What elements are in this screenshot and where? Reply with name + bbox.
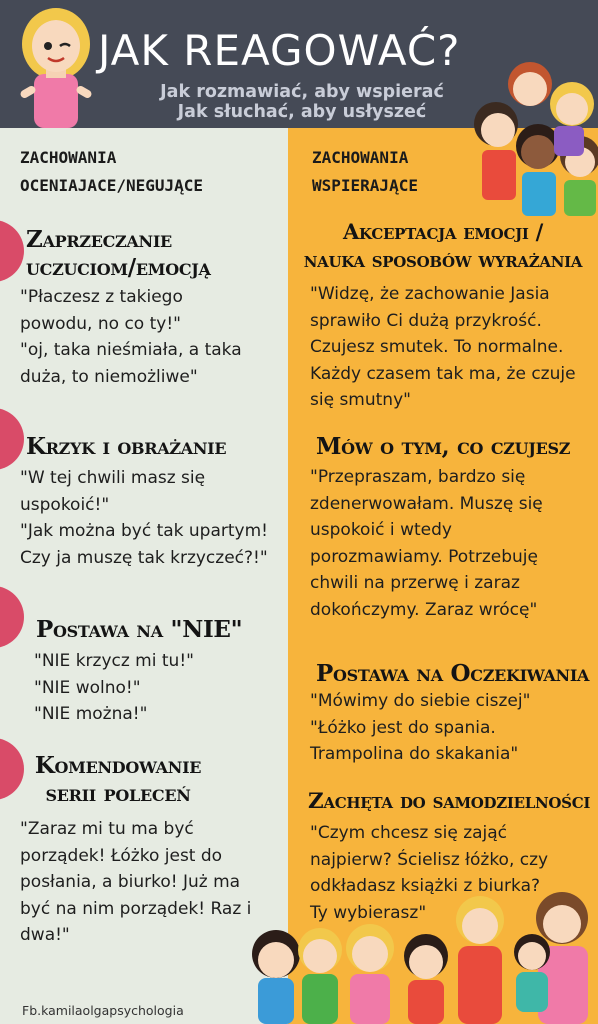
text-line: zdenerwowałam. Muszę się: [310, 493, 543, 514]
section-title-line: Krzyk i obrażanie: [26, 433, 227, 460]
text-line: "NIE wolno!": [34, 677, 141, 698]
page-title: JAK REAGOWAĆ?: [98, 26, 461, 75]
left-section-2-text: [20, 465, 268, 571]
text-line: "Płaczesz z takiego: [20, 287, 183, 307]
text-line: Trampolina do skakania": [310, 744, 519, 764]
text-line: Ty wybierasz": [310, 902, 427, 923]
text-line: Czy ja muszę tak krzyczeć?!": [20, 547, 268, 568]
left-section-3-text: [34, 648, 194, 728]
left-heading-line-1: ZACHOWANIA: [20, 148, 117, 167]
text-line: się smutny": [310, 390, 411, 410]
section-title-line: Zaprzeczanie: [26, 226, 172, 253]
section-title-line: serii poleceń: [45, 780, 191, 807]
right-section-1-text: [310, 281, 576, 414]
left-section-1-title: [26, 226, 211, 282]
section-title-line: nauka sposobów wyrażania: [303, 247, 583, 272]
text-line: uspokoić i wtedy: [310, 520, 452, 540]
text-line: "oj, taka nieśmiała, a taka: [20, 340, 242, 360]
left-section-4-text: [20, 816, 251, 949]
text-line: "Łóżko jest do spania.: [310, 717, 496, 738]
text-line: być na nim porządek! Raz i: [20, 898, 252, 919]
section-title-line: Komendowanie: [34, 752, 202, 779]
left-column-heading: [20, 144, 203, 200]
text-line: sprawiło Ci dużą przykrość.: [310, 310, 542, 331]
subtitle-listen: Jak słuchać, aby usłyszeć: [177, 102, 427, 122]
text-line: "W tej chwili masz się: [20, 468, 206, 488]
left-section-1-text: [20, 284, 242, 390]
text-line: "Widzę, że zachowanie Jasia: [310, 284, 550, 304]
subtitle-speak: Jak rozmawiać, aby wspierać: [160, 82, 444, 102]
right-section-3-text: [310, 688, 530, 768]
section-title-line: Zachęta do samodzielności: [308, 789, 591, 814]
right-heading-line-1: ZACHOWANIA: [312, 148, 409, 167]
section-title-line: Mów o tym, co czujesz: [316, 433, 571, 460]
right-section-3-title: [316, 660, 589, 688]
text-line: uspokoić!": [20, 494, 110, 515]
children-group-illustration: [468, 56, 598, 216]
text-line: "Jak można być tak upartym!: [20, 521, 268, 541]
section-title-line: uczuciom/emocją: [26, 254, 211, 281]
text-line: powodu, no co ty!": [20, 313, 181, 334]
left-section-4-title: [34, 752, 202, 808]
section-title-line: Postawa na Oczekiwania: [316, 660, 590, 687]
text-line: "NIE można!": [34, 704, 148, 724]
left-heading-line-2: OCENIAJACE/NEGUJĄCE: [20, 176, 204, 195]
text-line: porządek! Łóżko jest do: [20, 845, 223, 866]
text-line: "Przepraszam, bardzo się: [310, 467, 526, 487]
left-section-3-title: [36, 616, 242, 644]
right-heading-line-2: WSPIERAJĄCE: [312, 176, 418, 195]
text-line: dokończymy. Zaraz wrócę": [310, 599, 538, 620]
text-line: porozmawiamy. Potrzebuję: [310, 546, 538, 567]
left-section-2-title: [26, 433, 226, 461]
footer-credit: Fb.kamilaolgapsychologia: [22, 1003, 184, 1018]
text-line: duża, to niemożliwe": [20, 366, 198, 387]
text-line: najpierw? Ścielisz łóżko, czy: [310, 849, 549, 870]
text-line: chwili na przerwę i zaraz: [310, 573, 520, 593]
section-title-line: Postawa na "NIE": [36, 616, 243, 643]
text-line: "Czym chcesz się zająć: [310, 823, 508, 843]
text-line: dwa!": [20, 925, 70, 945]
text-line: Czujesz smutek. To normalne.: [310, 337, 564, 357]
right-section-4-title: [308, 788, 590, 816]
text-line: "Zaraz mi tu ma być: [20, 819, 194, 839]
text-line: odkładasz książki z biurka?: [310, 876, 541, 896]
right-section-1-title: [290, 218, 596, 274]
text-line: "NIE krzycz mi tu!": [34, 651, 194, 671]
girl-winking-illustration: [12, 4, 100, 128]
right-section-2-title: [316, 433, 570, 461]
text-line: posłania, a biurko! Już ma: [20, 872, 241, 892]
right-section-2-text: [310, 464, 543, 623]
family-group-illustration: [236, 890, 598, 1024]
text-line: "Mówimy do siebie ciszej": [310, 691, 531, 711]
section-title-line: Akceptacja emocji /: [343, 219, 543, 244]
text-line: Każdy czasem tak ma, że czuje: [310, 363, 576, 384]
right-column-heading: [312, 144, 418, 200]
